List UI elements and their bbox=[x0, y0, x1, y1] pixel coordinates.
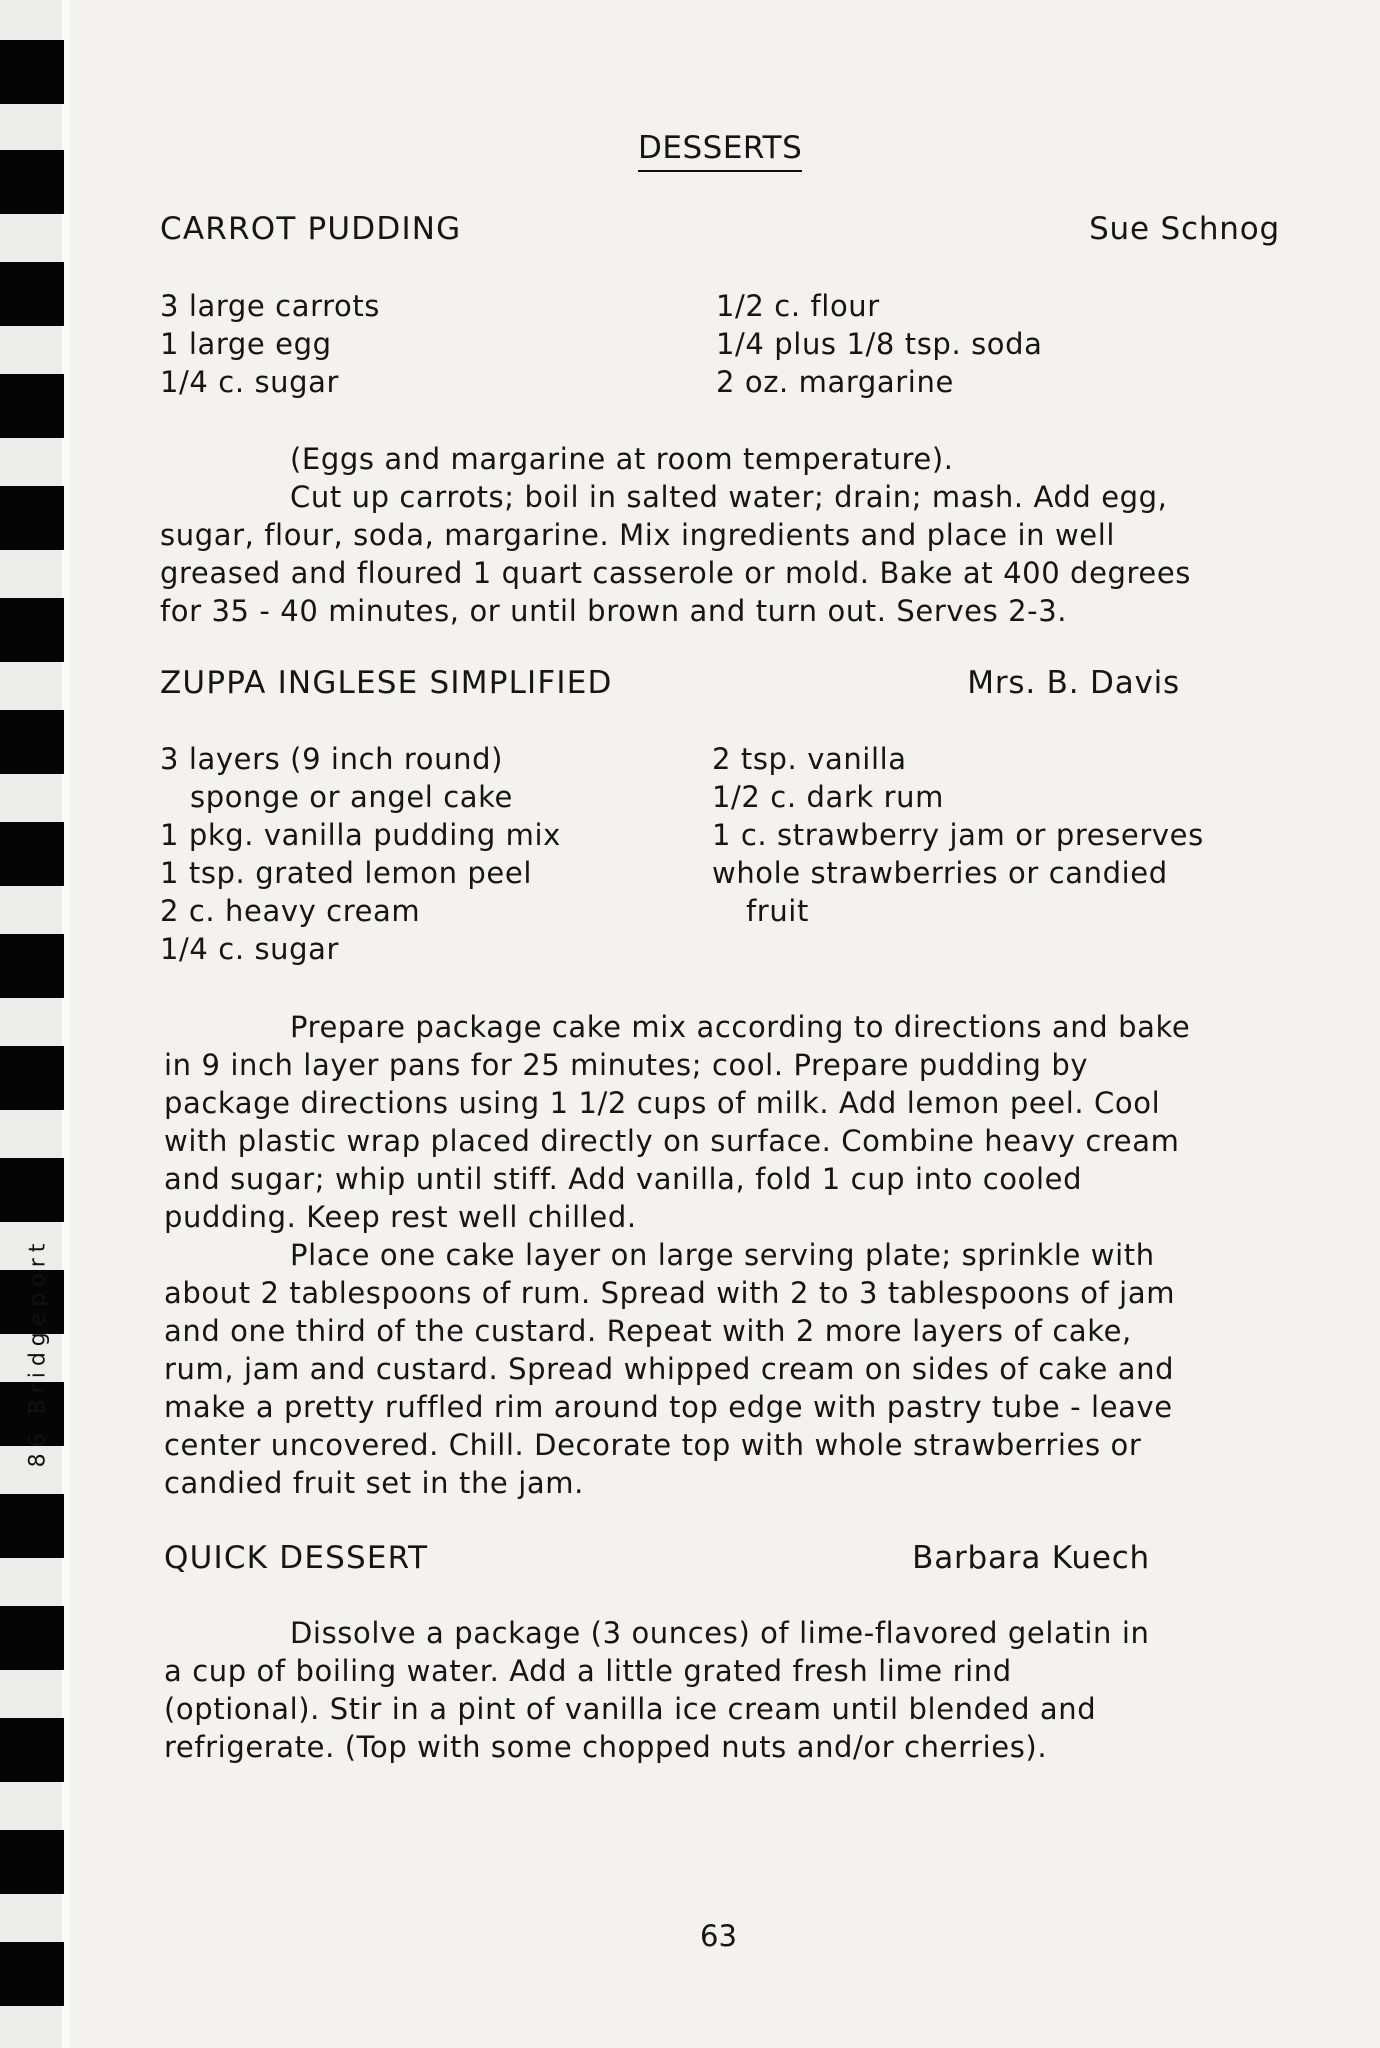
direction-line: a cup of boiling water. Add a little grated fresh lime rind bbox=[164, 1654, 1012, 1688]
direction-line: (Eggs and margarine at room temperature). bbox=[290, 442, 954, 476]
recipe-directions bbox=[164, 1614, 1274, 1766]
binding-hole bbox=[0, 374, 64, 438]
ingredient: 3 large carrots bbox=[160, 289, 381, 323]
recipe-title: QUICK DESSERT bbox=[164, 1540, 429, 1576]
direction-line: Cut up carrots; boil in salted water; drain; mash. Add egg, bbox=[290, 480, 1168, 514]
ingredient: whole strawberries or candied bbox=[712, 856, 1168, 890]
direction-line: greased and floured 1 quart casserole or mold. Bake at 400 degrees bbox=[160, 556, 1191, 590]
ingredients-left bbox=[160, 287, 380, 401]
binding-hole bbox=[0, 598, 64, 662]
recipe-author: Sue Schnog bbox=[1089, 211, 1280, 247]
spiral-binding bbox=[0, 0, 70, 2048]
direction-line: and sugar; whip until stiff. Add vanilla, fold 1 cup into cooled bbox=[164, 1162, 1083, 1196]
direction-line: center uncovered. Chill. Decorate top with whole strawberries or bbox=[164, 1428, 1142, 1462]
direction-line: and one third of the custard. Repeat with 2 more layers of cake, bbox=[164, 1314, 1132, 1348]
ingredient: 1/4 plus 1/8 tsp. soda bbox=[716, 327, 1043, 361]
direction-line: make a pretty ruffled rim around top edge with pastry tube - leave bbox=[164, 1390, 1173, 1424]
cookbook-page bbox=[160, 0, 1280, 2048]
direction-line: refrigerate. (Top with some chopped nuts and/or cherries). bbox=[164, 1730, 1048, 1764]
binding-hole bbox=[0, 150, 64, 214]
binding-hole bbox=[0, 710, 64, 774]
binding-hole bbox=[0, 1830, 64, 1894]
binding-hole bbox=[0, 1718, 64, 1782]
recipe-directions bbox=[160, 440, 1270, 630]
binding-hole bbox=[0, 1606, 64, 1670]
direction-line: about 2 tablespoons of rum. Spread with 2 to 3 tablespoons of jam bbox=[164, 1276, 1176, 1310]
ingredient: 1 c. strawberry jam or preserves bbox=[712, 818, 1204, 852]
direction-line: rum, jam and custard. Spread whipped cream on sides of cake and bbox=[164, 1352, 1175, 1386]
direction-line: with plastic wrap placed directly on surface. Combine heavy cream bbox=[164, 1124, 1180, 1158]
direction-line: Prepare package cake mix according to directions and bake bbox=[290, 1010, 1191, 1044]
ingredient: 2 oz. margarine bbox=[716, 365, 954, 399]
ingredients-right bbox=[716, 287, 1043, 401]
recipe-title: CARROT PUDDING bbox=[160, 211, 462, 247]
recipe-author: Mrs. B. Davis bbox=[967, 665, 1180, 701]
direction-line: package directions using 1 1/2 cups of milk. Add lemon peel. Cool bbox=[164, 1086, 1161, 1120]
ingredient: 1 large egg bbox=[160, 327, 332, 361]
ingredient: 3 layers (9 inch round) bbox=[160, 742, 504, 776]
direction-line: pudding. Keep rest well chilled. bbox=[164, 1200, 637, 1234]
recipe-author: Barbara Kuech bbox=[912, 1540, 1150, 1576]
direction-line: Place one cake layer on large serving plate; sprinkle with bbox=[290, 1238, 1155, 1272]
direction-line: in 9 inch layer pans for 25 minutes; cool. Prepare pudding by bbox=[164, 1048, 1089, 1082]
ingredient: 1/4 c. sugar bbox=[160, 365, 340, 399]
direction-line: (optional). Stir in a pint of vanilla ice cream until blended and bbox=[164, 1692, 1097, 1726]
ingredient: 1/4 c. sugar bbox=[160, 932, 340, 966]
binding-hole bbox=[0, 1942, 64, 2006]
ingredient: 2 c. heavy cream bbox=[160, 894, 421, 928]
spine-label bbox=[8, 1200, 68, 1500]
ingredient: 1 pkg. vanilla pudding mix bbox=[160, 818, 561, 852]
ingredient: 1/2 c. flour bbox=[716, 289, 880, 323]
direction-line: sugar, flour, soda, margarine. Mix ingredients and place in well bbox=[160, 518, 1116, 552]
ingredients-left bbox=[160, 740, 561, 968]
ingredient: fruit bbox=[746, 894, 809, 928]
binding-hole bbox=[0, 934, 64, 998]
ingredient: 1/2 c. dark rum bbox=[712, 780, 944, 814]
direction-line: candied fruit set in the jam. bbox=[164, 1466, 584, 1500]
binding-hole bbox=[0, 40, 64, 104]
direction-line: for 35 - 40 minutes, or until brown and turn out. Serves 2-3. bbox=[160, 594, 1068, 628]
ingredient: 2 tsp. vanilla bbox=[712, 742, 907, 776]
binding-hole bbox=[0, 1046, 64, 1110]
recipe-title: ZUPPA INGLESE SIMPLIFIED bbox=[160, 665, 613, 701]
binding-hole bbox=[0, 486, 64, 550]
ingredient: sponge or angel cake bbox=[190, 780, 513, 814]
binding-hole bbox=[0, 262, 64, 326]
ingredients-right bbox=[712, 740, 1204, 930]
direction-line: Dissolve a package (3 ounces) of lime-flavored gelatin in bbox=[290, 1616, 1150, 1650]
page-number: 63 bbox=[700, 1919, 737, 1953]
binding-hole bbox=[0, 1494, 64, 1558]
binding-hole bbox=[0, 822, 64, 886]
section-title: DESSERTS bbox=[638, 130, 802, 172]
ingredient: 1 tsp. grated lemon peel bbox=[160, 856, 532, 890]
recipe-directions bbox=[164, 1008, 1274, 1502]
spine-label-text: 86 Bridgeport bbox=[25, 1237, 51, 1468]
